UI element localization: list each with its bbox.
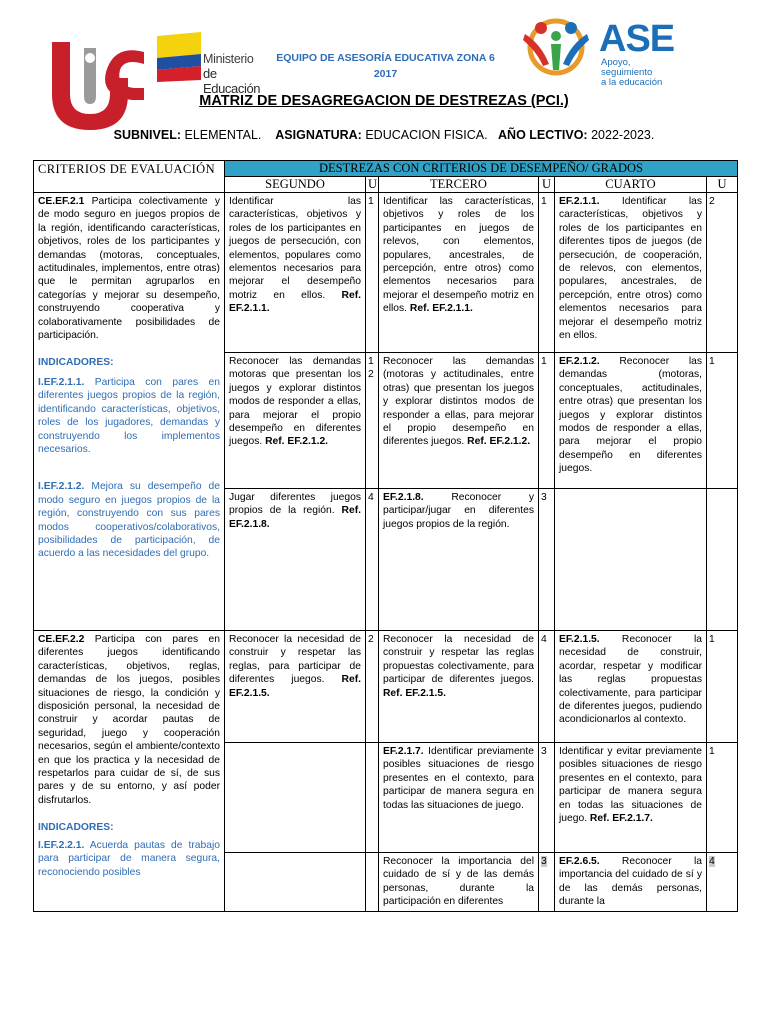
- u-value: 1: [707, 353, 738, 489]
- ministerio-line1: Ministerio: [203, 52, 254, 66]
- skill-text: Identificar previamente posibles situaciones de riesgo presentes en el contexto, para participar de manera segura en todas las situaciones de juego.: [383, 746, 534, 811]
- asignatura-label: ASIGNATURA:: [275, 128, 362, 142]
- skill-text: Reconocer la necesidad de construir y respetar las reglas propuestas colectivamente, para participar de diferentes juegos.: [383, 634, 534, 686]
- indicator-item: [38, 480, 220, 560]
- skill-text: Reconocer la importancia del cuidado de sí y de las demás personas, durante la: [559, 856, 702, 908]
- team-line2: 2017: [373, 68, 398, 80]
- u-value: 2: [707, 193, 738, 353]
- team-line1: EQUIPO DE ASESORÍA EDUCATIVA ZONA 6: [276, 52, 495, 64]
- u-value: [707, 489, 738, 631]
- skill-segundo: [225, 631, 366, 743]
- skill-code: EF.2.1.2.: [559, 356, 600, 367]
- criterion-text: Participa con pares en diferentes juegos identificando características, objetivos, reglas, demandas de los juegos, posibles situaciones de riesgo, la condición y disposición personal, la necesidad de construir y acordar pautas de seguridad, juego y cooperación necesarios, según el ambiente/contexto en que los practica y la necesidad de respetarlos para cuidar de sí, de sus pares y de su entorno, y así poder disfrutarlos.: [38, 634, 220, 806]
- skill-cuarto: [555, 489, 707, 631]
- asignatura-value: EDUCACION FISICA.: [365, 128, 488, 142]
- skill-segundo: [225, 193, 366, 353]
- u-value: 1: [707, 743, 738, 853]
- ministerio-logo: [157, 30, 269, 96]
- u-header-3: U: [539, 177, 555, 193]
- skill-ref: Ref. EF.2.1.7.: [589, 813, 653, 825]
- table-row: [34, 193, 738, 353]
- skill-ref: Ref. EF.2.1.1.: [409, 303, 473, 315]
- skill-tercero: [379, 193, 539, 353]
- skill-ref: Ref. EF.2.1.2.: [467, 436, 531, 448]
- skill-ref: Ref. EF.2.1.1.: [229, 289, 361, 315]
- skill-text: Identificar las características, objetivos y roles de los participantes en diferentes tipos de juegos (de persecución, de cooperación, de relevos, con elementos, populares, ancestrales, de percepción, entre otros) como elementos necesarios para mejorar el desempeño motriz en ellos.: [559, 196, 702, 342]
- document-header: [0, 0, 768, 160]
- skill-text: Reconocer las demandas motoras que presentan los juegos y explorar distintos modos de responder a ellas, para mejorar el propio desempeño en diferentes juegos.: [229, 356, 361, 448]
- skill-code: EF.2.1.7.: [383, 746, 424, 757]
- u-value-highlight: 4: [709, 856, 715, 867]
- skill-tercero: [379, 489, 539, 631]
- skill-text: Identificar y evitar previamente posibles situaciones de riesgo presentes en el contexto, para participar de manera segura en todas las situaciones de juego.: [559, 746, 702, 825]
- skill-code: EF.2.1.8.: [383, 492, 424, 503]
- header-row-1: [34, 161, 738, 177]
- skill-text: Reconocer las demandas (motoras, conceptuales, actitudinales, entre otras) que presentan los juegos y explorar distintos modos de responder a ellas, para mejorar el propio desempeño en diferentes juegos.: [559, 356, 702, 475]
- table-row: [34, 631, 738, 743]
- u-header-2: U: [366, 177, 379, 193]
- lectivo-value: 2022-2023.: [591, 128, 655, 142]
- skill-tercero: [379, 743, 539, 853]
- skill-cuarto: [555, 743, 707, 853]
- skill-tercero: [379, 853, 539, 912]
- lectivo-label: AÑO LECTIVO:: [498, 128, 588, 142]
- u-value-highlight: 3: [541, 856, 547, 867]
- indicator-code: I.EF.2.1.2.: [38, 481, 85, 493]
- skill-segundo: [225, 489, 366, 631]
- criterion-text: Participa colectivamente y de modo seguro en juegos propios de la región, identificando características, objetivos, roles de los participantes y demandas (motoras, conceptuales, actitudinales, implementos, entre otras) que le permitan agruparlos en categorías y mejorar su desempeño, construyendo cooperativa y colaborativamente posibilidades de participación.: [38, 196, 220, 342]
- skill-ref: Ref. EF.2.1.2.: [265, 436, 329, 448]
- u-value: 1 2: [366, 353, 379, 489]
- skill-text: Reconocer las demandas (motoras y actitudinales, entre otras) que presentan los juegos y explorar distintos modos de responder a ellas, para mejorar el propio desempeño en diferentes juegos.: [383, 356, 534, 448]
- u-value: [707, 853, 738, 912]
- grade-tercero-header: TERCERO: [379, 177, 539, 193]
- ministerio-line2: de Educación: [203, 66, 261, 96]
- page-title: MATRIZ DE DESAGREGACION DE DESTREZAS (PCI.): [199, 93, 569, 109]
- indicator-item: [38, 376, 220, 456]
- indicator-text: Mejora su desempeño de modo seguro en juegos propios de la región, construyendo con sus pares modos cooperativos/colaborativos, posibilidades de participación, de acuerdo a las necesidades del grupo.: [38, 481, 220, 560]
- skill-text: Identificar las características, objetivos y roles de los participantes en juegos de relevos, con elementos, populares, ancestrales, de percepción, entre otros) como elementos necesarios para mejorar el desempeño motriz en ellos.: [383, 196, 534, 315]
- skill-tercero: [379, 631, 539, 743]
- skill-text: Reconocer la necesidad de construir, acordar, respetar y modificar las reglas propuestas colectivamente, para participar de diferentes juegos, pudiendo acondicionarlos al contexto.: [559, 634, 702, 726]
- skill-text: Jugar diferentes juegos propios de la región.: [229, 492, 361, 517]
- u-value: 4: [539, 631, 555, 743]
- skill-cuarto: [555, 853, 707, 912]
- ase-tagline-line2: a la educación: [601, 77, 663, 88]
- u-value: [366, 853, 379, 912]
- indicators-title: INDICADORES:: [38, 822, 114, 834]
- indicators-title: INDICADORES:: [38, 357, 114, 369]
- grade-cuarto-header: CUARTO: [555, 177, 707, 193]
- indicator-code: I.EF.2.2.1.: [38, 839, 85, 851]
- indicator-item: [38, 839, 220, 879]
- team-name: [268, 50, 503, 82]
- skill-ref: Ref. EF.2.1.8.: [229, 505, 361, 530]
- uc-logo: [44, 38, 154, 134]
- subtitle-line: [0, 128, 768, 142]
- criterion-code: CE.EF.2.1: [38, 196, 85, 207]
- skills-matrix: [33, 160, 738, 912]
- u-value: 4: [366, 489, 379, 631]
- skill-cuarto: [555, 193, 707, 353]
- u-value: 3: [539, 743, 555, 853]
- u-header-4: U: [707, 177, 738, 193]
- skill-text: Reconocer y participar/jugar en diferentes juegos propios de la región.: [383, 492, 534, 530]
- u-value: 2: [366, 631, 379, 743]
- u-value: 1: [366, 193, 379, 353]
- u-value: [366, 743, 379, 853]
- skill-ref: Ref. EF.2.1.5.: [383, 687, 446, 699]
- skill-ref: Ref. EF.2.1.5.: [229, 674, 361, 699]
- criterion-ce-ef-2-1: [34, 193, 225, 631]
- indicator-text: Acuerda pautas de trabajo para participar de manera segura, reconociendo posibles: [38, 839, 220, 878]
- criterion-ce-ef-2-2: [34, 631, 225, 912]
- u-value: 1: [539, 353, 555, 489]
- skill-segundo: [225, 853, 366, 912]
- subnivel-label: SUBNIVEL:: [113, 128, 182, 142]
- ase-logo: [515, 12, 675, 88]
- ase-word: ASE: [599, 18, 675, 60]
- skill-tercero: [379, 353, 539, 489]
- skill-text: Reconocer la importancia del cuidado de sí y de las demás personas, durante la participación en diferentes: [383, 856, 534, 908]
- skill-cuarto: [555, 631, 707, 743]
- criteria-header: CRITERIOS DE EVALUACIÓN: [34, 161, 225, 193]
- skill-cuarto: [555, 353, 707, 489]
- ase-tagline-line1: Apoyo, seguimiento: [601, 57, 653, 78]
- grade-segundo-header: SEGUNDO: [225, 177, 366, 193]
- subnivel-value: ELEMENTAL.: [184, 128, 262, 142]
- skill-segundo: [225, 743, 366, 853]
- u-value: 1: [707, 631, 738, 743]
- indicator-code: I.EF.2.1.1.: [38, 376, 85, 388]
- skill-segundo: [225, 353, 366, 489]
- skill-code: EF.2.1.1.: [559, 196, 600, 207]
- u-value: 3: [539, 489, 555, 631]
- skill-code: EF.2.6.5.: [559, 856, 600, 867]
- u-value: [539, 853, 555, 912]
- u-value: 1: [539, 193, 555, 353]
- indicator-text: Participa con pares en diferentes juegos propios de la región, identificando características, objetivos, roles de los jugadores, demandas y construyendo los implementos necesarios.: [38, 376, 220, 455]
- ase-tagline: [601, 58, 673, 88]
- criterion-code: CE.EF.2.2: [38, 634, 85, 645]
- skill-text: Reconocer la necesidad de construir y respetar las reglas, para participar de diferentes juegos.: [229, 634, 361, 686]
- skills-header: DESTREZAS CON CRITERIOS DE DESEMPEÑO/ GRADOS: [225, 161, 738, 177]
- ecuador-flag-icon: [157, 32, 201, 82]
- ase-figures-icon: [515, 14, 597, 80]
- skill-code: EF.2.1.5.: [559, 634, 600, 645]
- skill-text: Identificar las características, objetivos y roles de los participantes en juegos de persecución, con elementos, populares como elementos necesarios para mejorar el desempeño motriz en ellos.: [229, 196, 361, 301]
